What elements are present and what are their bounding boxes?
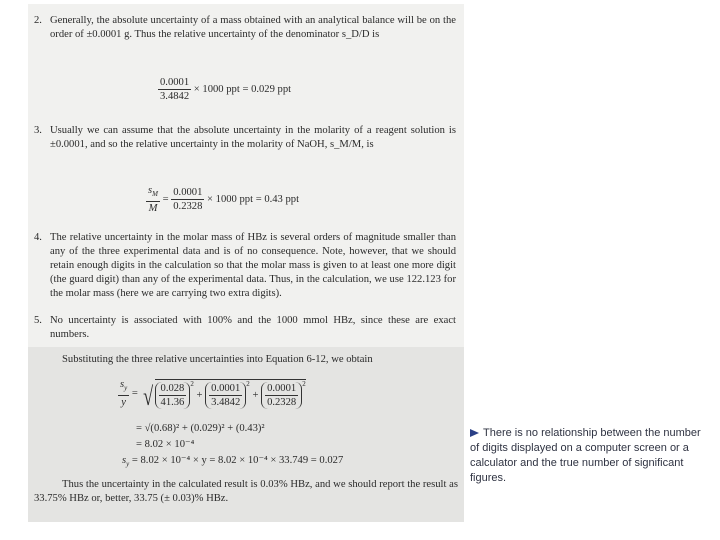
eq3-lhs-s: s: [120, 379, 125, 390]
eq3-lhs: [118, 378, 129, 409]
textbook-page: [28, 4, 464, 522]
eq3-line-3: = 8.02 × 10⁻⁴: [136, 439, 195, 450]
eq1-denominator: 3.4842: [160, 91, 190, 102]
eq3-sqrt: √ $\frac{0.028}{41.36}$ $^2$ + $\frac{0.0001}{3.4842}$ $^2$ + $\frac{0.0001}{0.2328}$ $^2$: [141, 379, 306, 409]
eq3-t2-num: 0.0001: [211, 382, 241, 394]
eq3-t1-num: 0.028: [160, 382, 185, 394]
margin-note-text: There is no relationship between the number of digits displayed on a computer screen or a calculator and the true number of significant figures.: [470, 427, 701, 484]
item-5-text: No uncertainty is associated with 100% and the 1000 mmol HBz, since these are exact numbers.: [50, 315, 456, 340]
triangle-marker-icon: [470, 429, 479, 437]
item-2-text: Generally, the absolute uncertainty of a mass obtained with an analytical balance will be on the order of ±0.0001 g. Thus the relative uncertainty of the denominator s_D/D is: [50, 15, 456, 40]
eq3-line-4: $s_y = 8.02 \times 10^{-4} \times y = 8.02 \times 10^{-4} \times 33.749 = 0.027$: [122, 455, 344, 469]
eq3-t1-den: 41.36: [160, 396, 185, 408]
eq2-lhs-s: s: [148, 185, 153, 196]
equation-2: $\frac{s_M}{M}$ = $\frac{0.0001}{0.2328}$ × 1000 ppt = 0.43 ppt: [148, 185, 300, 215]
eq3-t2-den: 3.4842: [211, 396, 241, 408]
eq2-fraction: [171, 186, 204, 213]
eq3-t3-den: 0.2328: [267, 396, 297, 408]
eq1-fraction: [158, 76, 191, 103]
eq2-lhs-den: M: [148, 203, 158, 215]
substituting-text: Substituting the three relative uncertainties into Equation 6-12, we obtain: [62, 354, 373, 365]
item-3-number: 3.: [34, 125, 42, 136]
eq1-numerator: 0.0001: [160, 77, 190, 88]
eq3-t3-num: 0.0001: [267, 382, 297, 394]
eq2-denominator: 0.2328: [173, 201, 203, 213]
radical-sign: √: [142, 381, 153, 411]
eq3-lhs-sub: y: [124, 384, 128, 393]
item-2-number: 2.: [34, 15, 42, 26]
equation-1: [158, 76, 291, 103]
margin-note: [470, 426, 710, 486]
eq3-line-4-text: = 8.02 × 10⁻⁴ × y = 8.02 × 10⁻⁴ × 33.749 = 0.027: [131, 455, 344, 466]
eq1-rest: × 1000 ppt = 0.029 ppt: [193, 83, 292, 95]
item-5-number: 5.: [34, 315, 42, 326]
eq2-rest: × 1000 ppt = 0.43 ppt: [207, 194, 300, 205]
item-4-text: The relative uncertainty in the molar mass of HBz is several orders of magnitude smaller than any of the three experimental data and is of no consequence. Note, however, that we should retain enough digits in the calculation so that the molar mass is given to at least one more digit (the guard digit) than any of the experimental data. Thus, in the calculation, we use 122.123 for the molar mass (here we are carrying two extra digits).: [50, 232, 456, 299]
equation-3: $\frac{s_y}{y}$ = √ $\frac{0.028}{41.36}$ $^2$ + $\frac{0.0001}{3.4842}$ $^2$ + $\frac{0.0001}{0.2328}$ $^2$: [118, 378, 306, 409]
eq3-line-2: = √(0.68)² + (0.029)² + (0.43)²: [136, 423, 265, 434]
item-4-number: 4.: [34, 232, 42, 243]
eq2-lhs-sub: M: [152, 190, 158, 199]
eq2-lhs: [146, 184, 160, 215]
conclusion-text: Thus the uncertainty in the calculated result is 0.03% HBz, and we should report the result as 33.75% HBz or, better, 33.75 (± 0.03)% HBz.: [34, 479, 458, 504]
item-3-text: Usually we can assume that the absolute uncertainty in the molarity of a reagent solution is ±0.0001, and so the relative uncertainty in the molarity of NaOH, s_M/M, is: [50, 125, 456, 150]
eq3-lhs-den: y: [121, 397, 126, 409]
eq2-numerator: 0.0001: [173, 187, 203, 199]
